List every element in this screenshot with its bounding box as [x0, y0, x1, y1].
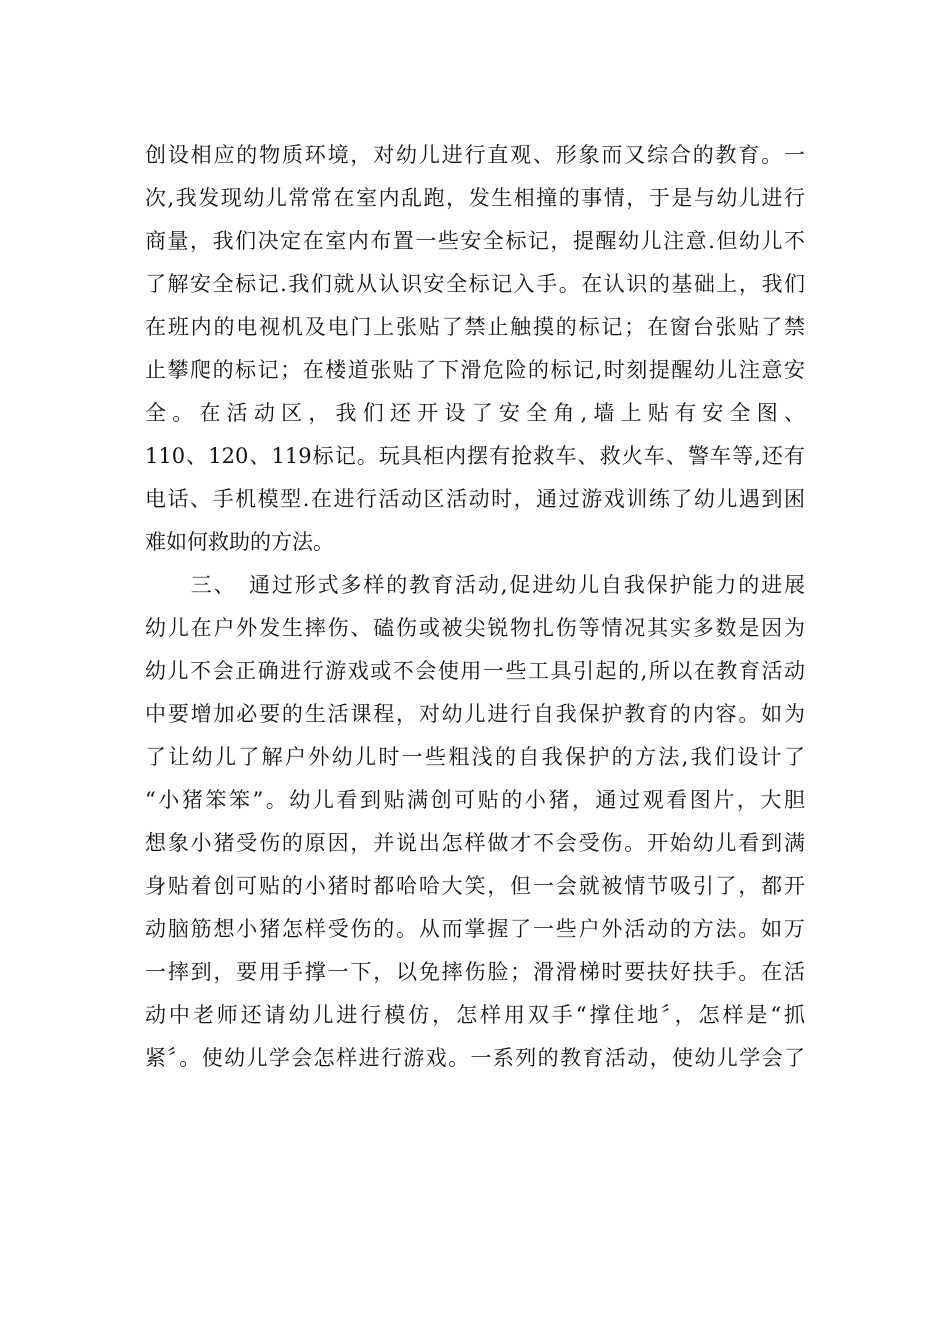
text-line: 中要增加必要的生活课程，对幼儿进行自我保护教育的内容。如为	[145, 702, 805, 726]
text-line: 想象小猪受伤的原因，并说出怎样做才不会受伤。开始幼儿看到满	[145, 831, 805, 855]
text-line: 了解安全标记.我们就从认识安全标记入手。在认识的基础上，我们	[145, 272, 805, 296]
text-line: 动脑筋想小猪怎样受伤的。从而掌握了一些户外活动的方法。如万	[145, 917, 805, 941]
text-line: 110、120、119标记。玩具柜内摆有抢救车、救火车、警车等,还有	[145, 444, 805, 468]
text-line: 全。在活动区，我们还开设了安全角,墙上贴有安全图、	[145, 401, 805, 425]
text-line: 幼儿不会正确进行游戏或不会使用一些工具引起的,所以在教育活动	[145, 659, 805, 683]
text-line: 紧〞。使幼儿学会怎样进行游戏。一系列的教育活动，使幼儿学会了	[145, 1046, 805, 1070]
section-heading: 三、 通过形式多样的教育活动,促进幼儿自我保护能力的进展	[145, 573, 805, 597]
text-line: 动中老师还请幼儿进行模仿，怎样用双手“撑住地〞，怎样是“抓	[145, 1003, 805, 1027]
text-line: 创设相应的物质环境，对幼儿进行直观、形象而又综合的教育。一	[145, 143, 805, 167]
text-line: 难如何救助的方法。	[145, 530, 334, 554]
text-line: 电话、手机模型.在进行活动区活动时，通过游戏训练了幼儿遇到困	[145, 487, 805, 511]
text-line: 商量，我们决定在室内布置一些安全标记，提醒幼儿注意.但幼儿不	[145, 229, 805, 253]
body-text	[145, 134, 805, 1080]
text-line: “小猪笨笨”。幼儿看到贴满创可贴的小猪，通过观看图片，大胆	[145, 788, 805, 812]
text-line: 身贴着创可贴的小猪时都哈哈大笑，但一会就被情节吸引了，都开	[145, 874, 805, 898]
text-line: 次,我发现幼儿常常在室内乱跑，发生相撞的事情，于是与幼儿进行	[145, 186, 805, 210]
text-line: 幼儿在户外发生摔伤、磕伤或被尖锐物扎伤等情况其实多数是因为	[145, 616, 805, 640]
text-line: 在班内的电视机及电门上张贴了禁止触摸的标记；在窗台张贴了禁	[145, 315, 805, 339]
text-line: 了让幼儿了解户外幼儿时一些粗浅的自我保护的方法,我们设计了	[145, 745, 805, 769]
text-line: 一摔到，要用手撑一下，以免摔伤脸；滑滑梯时要扶好扶手。在活	[145, 960, 805, 984]
text-line: 止攀爬的标记；在楼道张贴了下滑危险的标记,时刻提醒幼儿注意安	[145, 358, 805, 382]
